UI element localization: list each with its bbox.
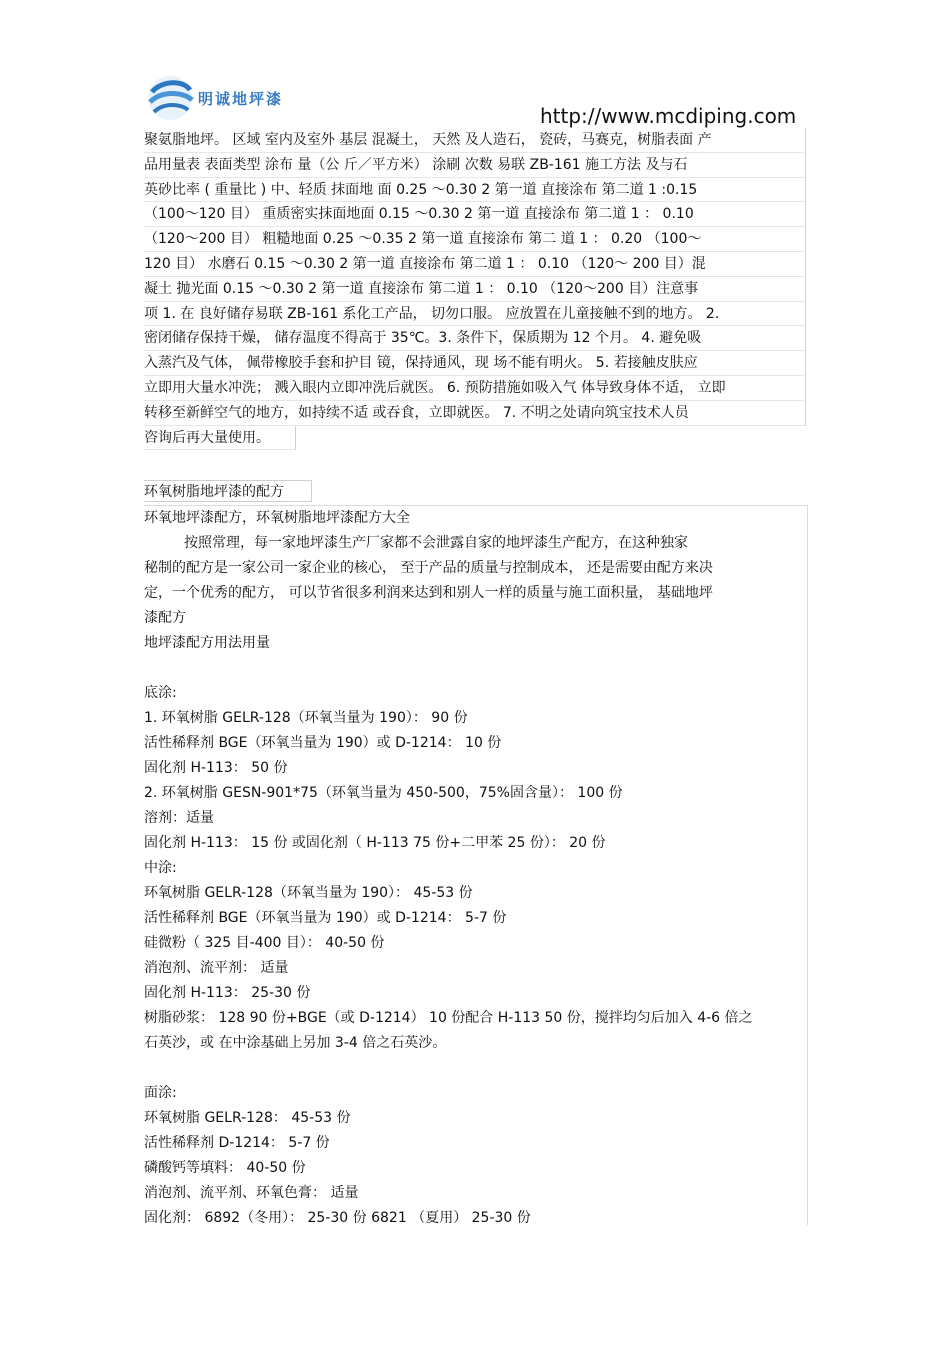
text-line: 中涂: [144,860,177,876]
text-line: 硅微粉（ 325 目-400 目）： 40-50 份 [144,935,385,951]
text-line: 1. 环氧树脂 GELR-128（环氧当量为 190）： 90 份 [144,710,468,726]
text-line: 消泡剂、流平剂、环氧色膏： 适量 [144,1185,359,1201]
text-line: 英砂比率 ( 重量比 ) 中、轻质 抹面地 面 0.25 ～0.30 2 第一道 直接涂布 第二道 1 :0.15 [144,178,806,203]
text-line: 立即用大量水冲洗； 溅入眼内立即冲洗后就医。 6. 预防措施如吸入气 体导致身体不适， 立即 [144,376,806,401]
text-line: 树脂砂浆： 128 90 份+BGE（或 D-1214） 10 份配合 H-113 50 份，搅拌均匀后加入 4-6 倍之 [144,1010,753,1026]
text-line: 活性稀释剂 D-1214： 5-7 份 [144,1135,330,1151]
text-line: 环氧地坪漆配方，环氧树脂地坪漆配方大全 [144,510,410,526]
text-line: 入蒸汽及气体， 佩带橡胶手套和护目 镜，保持通风，现 场不能有明火。 5. 若接触皮肤应 [144,351,806,376]
text-line: 磷酸钙等填料： 40-50 份 [144,1160,306,1176]
text-line: 环氧树脂 GELR-128（环氧当量为 190）： 45-53 份 [144,885,473,901]
text-line: （120～200 目） 粗糙地面 0.25 ～0.35 2 第一道 直接涂布 第二 道 1 ： 0.20 （100～ [144,227,806,252]
text-line: 环氧树脂 GELR-128： 45-53 份 [144,1110,351,1126]
text-line: 底涂: [144,685,177,701]
text-line: 凝土 抛光面 0.15 ～0.30 2 第一道 直接涂布 第二道 1 ： 0.10 （120～200 目）注意事 [144,277,806,302]
text-line: 漆配方 [144,610,186,626]
text-line: 活性稀释剂 BGE（环氧当量为 190）或 D-1214： 5-7 份 [144,910,507,926]
text-line: 定，一个优秀的配方， 可以节省很多利润来达到和别人一样的质量与施工面积量， 基础地坪 [144,585,713,601]
text-line: 按照常理，每一家地坪漆生产厂家都不会泄露自家的地坪漆生产配方，在这种独家 [184,535,688,551]
text-line: 项 1. 在 良好储存易联 ZB-161 系化工产品， 切勿口服。 应放置在儿童接触不到的地方。 2. [144,302,806,327]
text-line: 溶剂：适量 [144,810,214,826]
website-url[interactable]: http://www.mcdiping.com [540,104,797,128]
text-line: 面涂: [144,1085,177,1101]
text-line: 120 目） 水磨石 0.15 ～0.30 2 第一道 直接涂布 第二道 1 ： 0.10 （120～ 200 目）混 [144,252,806,277]
text-line: 活性稀释剂 BGE（环氧当量为 190）或 D-1214： 10 份 [144,735,502,751]
blank-line [144,656,807,681]
text-line: 转移至新鲜空气的地方，如持续不适 或吞食，立即就医。 7. 不明之处请向筑宝技术人员 [144,401,806,426]
product-spec-text [144,128,806,450]
text-line: 固化剂 H-113： 15 份 或固化剂（ H-113 75 份+二甲苯 25 份）： 20 份 [144,835,606,851]
text-line: 固化剂 H-113： 50 份 [144,760,288,776]
text-line: 2. 环氧树脂 GESN-901*75（环氧当量为 450-500，75%固含量）： 100 份 [144,785,623,801]
text-line: （100～120 目） 重质密实抹面地面 0.15 ～0.30 2 第一道 直接涂布 第二道 1 ： 0.10 [144,202,806,227]
blank-line [144,1056,807,1081]
text-line: 聚氨脂地坪。 区域 室内及室外 基层 混凝土， 天然 及人造石， 瓷砖，马赛克，树脂表面 产 [144,128,806,153]
text-line: 咨询后再大量使用。 [144,426,296,451]
logo-text: 明诚地坪漆 [198,90,284,108]
text-line: 地坪漆配方用法用量 [144,635,270,651]
text-line: 密闭储存保持干燥， 储存温度不得高于 35℃。3. 条件下，保质期为 12 个月。 4. 避免吸 [144,326,806,351]
text-line: 消泡剂、流平剂： 适量 [144,960,289,976]
text-line: 固化剂： 6892（冬用）： 25-30 份 6821 （夏用） 25-30 份 [144,1210,531,1226]
text-line: 石英沙，或 在中涂基础上另加 3-4 倍之石英沙。 [144,1035,447,1051]
text-line: 固化剂 H-113： 25-30 份 [144,985,311,1001]
text-line: 秘制的配方是一家公司一家企业的核心， 至于产品的质量与控制成本， 还是需要由配方来决 [144,560,713,576]
formula-text [144,505,808,1225]
section-title: 环氧树脂地坪漆的配方 [144,480,312,502]
text-line: 品用量表 表面类型 涂布 量（公 斤／平方米） 涂刷 次数 易联 ZB-161 施工方法 及与石 [144,153,806,178]
